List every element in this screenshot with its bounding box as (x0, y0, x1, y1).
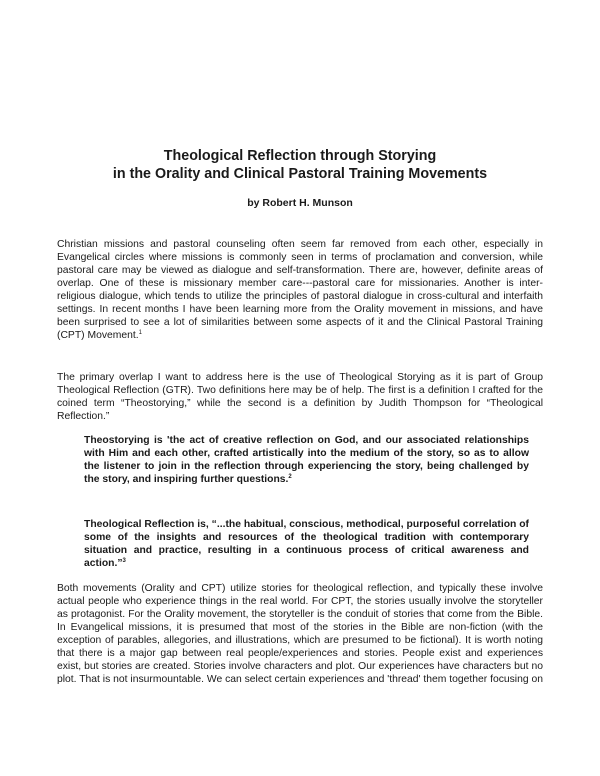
byline: by Robert H. Munson (247, 197, 353, 209)
quote-theostorying-text: Theostorying is 'the act of creative reflection on God, and our associated relationships with Him and each other, crafted artistically into the medium of the story, so as to allow the listener to join in the reflection through experiencing the story, being challenged by the story, and inspiring further questions. (84, 435, 529, 485)
quote-theological-reflection-text: Theological Reflection is, “...the habitual, conscious, methodical, purposeful correlation of some of the insights and resources of the theological tradition with contemporary situation and practice, resulting in a continuous process of critical awareness and action.” (84, 519, 529, 569)
quote-theostorying (84, 434, 529, 486)
paragraph-both-movements: Both movements (Orality and CPT) utilize stories for theological reflection, and typically these involve actual people who experience things in the real world. For CPT, the stories usually involve the storyteller as protagonist. For the Orality movement, the storyteller is the conduit of stories that come from the Bible. In Evangelical missions, it is presumed that most of the stories in the Bible are non-fiction (with the exception of parables, allegories, and illustrations, which are presumed to be fictional). It is worth noting that there is a major gap between real people/experiences and stories. People exist and experiences exist, but stories are created. Stories involve characters and plot. Our experiences have characters but no plot. That is not insurmountable. We can select certain experiences and 'thread' them together focusing on (57, 583, 543, 685)
title-line-2: in the Orality and Clinical Pastoral Training Movements (112, 166, 488, 182)
paragraph-intro (57, 238, 543, 342)
title-line-1: Theological Reflection through Storying (163, 148, 437, 164)
footnote-marker-2: 2 (288, 474, 292, 480)
paragraph-overlap: The primary overlap I want to address here is the use of Theological Storying as it is part of Group Theological Reflection (GTR). Two definitions here may be of help. The first is a definition I crafted for the coined term “Theostorying,” while the second is a definition by Judith Thompson for “Theological Reflection.” (57, 372, 543, 422)
paragraph-intro-text: Christian missions and pastoral counseling often seem far removed from each other, especially in Evangelical circles where missions is commonly seen in terms of proclamation and conversion, while pastoral care may be viewed as dialogue and self-transformation. There are, however, definite areas of overlap. One of these is missionary member care---pastoral care for missionaries. Another is inter-religious dialogue, which tends to utilize the principles of pastoral dialogue in cross-cultural and interfaith settings. In recent months I have been learning more from the Orality movement in missions, and have been surprised to see a lot of similarities between some aspects of it and the Clinical Pastoral Training (CPT) Movement. (57, 239, 543, 341)
quote-theological-reflection (84, 518, 529, 570)
footnote-marker-3: 3 (122, 558, 126, 564)
footnote-marker-1: 1 (138, 330, 142, 336)
